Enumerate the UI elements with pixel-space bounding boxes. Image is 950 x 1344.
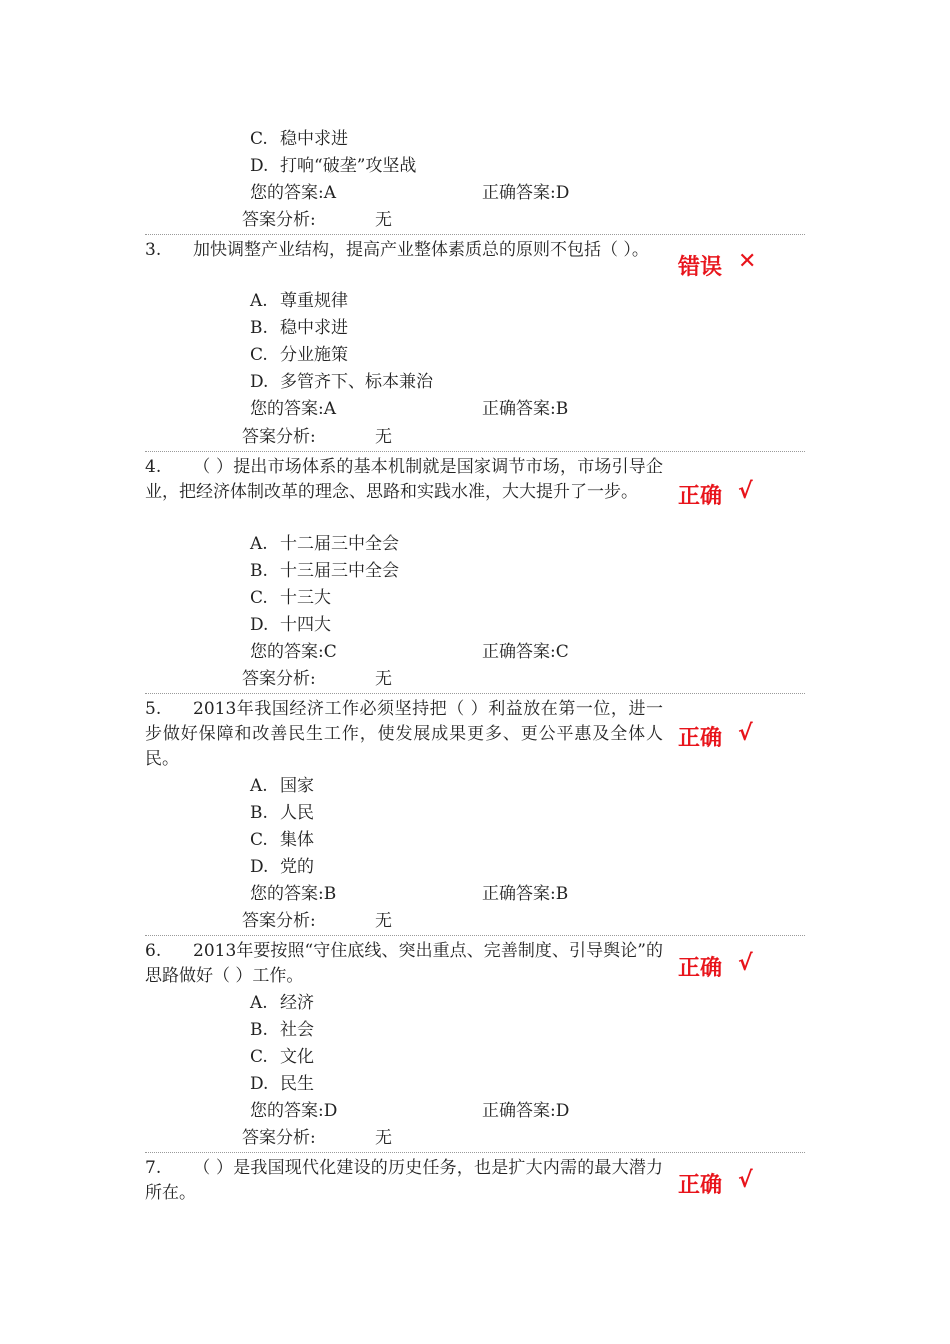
option-c [250, 1044, 314, 1071]
question-text: （ ）提出市场体系的基本机制就是国家调节市场，市场引导企业，把经济体制改革的理念、思路和实践水准，大大提升了一步。 [145, 457, 663, 502]
analysis-label: 答案分析: [242, 1128, 316, 1148]
option-letter: C. [250, 830, 268, 850]
your-answer-value: A [323, 399, 337, 419]
correct-answer [482, 396, 568, 423]
correct-answer-label: 正确答案: [482, 642, 556, 662]
analysis-label: 答案分析: [242, 427, 316, 447]
correct-answer-label: 正确答案: [482, 884, 556, 904]
option-text: 国家 [280, 776, 314, 796]
analysis-value: 无 [375, 669, 392, 689]
option-text: 稳中求进 [280, 129, 348, 149]
your-answer-label: 您的答案: [250, 1101, 324, 1121]
question-stem [145, 238, 663, 263]
result-status: 错误 [678, 255, 723, 280]
check-icon: √ [738, 479, 753, 504]
option-text: 打响“破垄”攻坚战 [280, 156, 417, 176]
question-text: 2013年要按照“守住底线、突出重点、完善制度、引导舆论”的思路做好（ ）工作。 [145, 941, 663, 986]
answer-analysis [242, 908, 392, 935]
result-status: 正确 [678, 956, 723, 981]
option-c [250, 126, 348, 153]
option-a [250, 773, 314, 800]
option-text: 民生 [280, 1074, 314, 1094]
your-answer-value: C [323, 642, 337, 662]
your-answer-label: 您的答案: [250, 642, 324, 662]
option-letter: A. [250, 776, 268, 796]
option-b [250, 1017, 314, 1044]
check-icon: √ [738, 951, 753, 976]
correct-answer-label: 正确答案: [482, 183, 556, 203]
option-text: 多管齐下、标本兼治 [280, 372, 433, 392]
question-text: 2013年我国经济工作必须坚持把（ ）利益放在第一位，进一步做好保障和改善民生工作，使发展成果更多、更公平惠及全体人民。 [145, 699, 663, 769]
analysis-label: 答案分析: [242, 669, 316, 689]
option-letter: D. [250, 615, 269, 635]
question-number: 3. [145, 240, 162, 260]
question-stem [145, 697, 663, 772]
correct-answer-value: B [555, 884, 569, 904]
option-letter: A. [250, 291, 268, 311]
option-c [250, 342, 348, 369]
option-letter: A. [250, 993, 268, 1013]
correct-answer-label: 正确答案: [482, 399, 556, 419]
question-number: 6. [145, 941, 162, 961]
option-a [250, 531, 399, 558]
question-number: 5. [145, 699, 162, 719]
your-answer [250, 180, 336, 207]
correct-answer [482, 1098, 569, 1125]
option-letter: C. [250, 588, 268, 608]
option-letter: B. [250, 1020, 268, 1040]
option-text: 尊重规律 [280, 291, 348, 311]
question-stem [145, 1156, 663, 1206]
question-divider [145, 451, 805, 452]
result-status: 正确 [678, 726, 723, 751]
correct-answer [482, 881, 568, 908]
your-answer [250, 639, 337, 666]
your-answer [250, 881, 336, 908]
analysis-value: 无 [375, 427, 392, 447]
your-answer-label: 您的答案: [250, 884, 324, 904]
your-answer-value: D [323, 1101, 338, 1121]
option-b [250, 800, 314, 827]
correct-answer-value: D [555, 183, 570, 203]
your-answer-value: B [323, 884, 337, 904]
option-a [250, 990, 314, 1017]
option-text: 十三届三中全会 [280, 561, 399, 581]
check-icon: √ [738, 1168, 753, 1193]
analysis-value: 无 [375, 210, 392, 230]
option-c [250, 585, 331, 612]
your-answer-value: A [323, 183, 337, 203]
option-c [250, 827, 314, 854]
question-number: 7. [145, 1158, 162, 1178]
option-letter: C. [250, 129, 268, 149]
question-divider [145, 234, 805, 235]
correct-answer [482, 639, 569, 666]
option-text: 分业施策 [280, 345, 348, 365]
correct-answer [482, 180, 569, 207]
option-text: 党的 [280, 857, 314, 877]
option-d [250, 854, 314, 881]
answer-analysis [242, 666, 392, 693]
analysis-value: 无 [375, 911, 392, 931]
question-divider [145, 1152, 805, 1153]
option-letter: A. [250, 534, 268, 554]
option-letter: C. [250, 345, 268, 365]
option-letter: C. [250, 1047, 268, 1067]
option-b [250, 315, 348, 342]
option-d [250, 612, 331, 639]
your-answer-label: 您的答案: [250, 399, 324, 419]
answer-analysis [242, 424, 392, 451]
question-divider [145, 693, 805, 694]
option-d [250, 153, 416, 180]
option-letter: D. [250, 857, 269, 877]
analysis-value: 无 [375, 1128, 392, 1148]
correct-answer-value: D [555, 1101, 570, 1121]
option-text: 文化 [280, 1047, 314, 1067]
question-stem [145, 939, 663, 989]
analysis-label: 答案分析: [242, 911, 316, 931]
question-number: 4. [145, 457, 162, 477]
result-status: 正确 [678, 1173, 723, 1198]
analysis-label: 答案分析: [242, 210, 316, 230]
correct-answer-label: 正确答案: [482, 1101, 556, 1121]
option-a [250, 288, 348, 315]
check-icon: √ [738, 721, 753, 746]
your-answer-label: 您的答案: [250, 183, 324, 203]
option-letter: D. [250, 372, 269, 392]
your-answer [250, 396, 336, 423]
option-letter: B. [250, 561, 268, 581]
option-text: 社会 [280, 1020, 314, 1040]
correct-answer-value: C [555, 642, 569, 662]
answer-analysis [242, 207, 392, 234]
option-text: 人民 [280, 803, 314, 823]
question-stem [145, 455, 663, 505]
correct-answer-value: B [555, 399, 569, 419]
answer-analysis [242, 1125, 392, 1152]
option-b [250, 558, 399, 585]
option-letter: B. [250, 803, 268, 823]
question-text: 加快调整产业结构，提高产业整体素质总的原则不包括（ ）。 [193, 240, 649, 260]
option-letter: D. [250, 1074, 269, 1094]
option-text: 十二届三中全会 [280, 534, 399, 554]
option-text: 十三大 [280, 588, 331, 608]
result-status: 正确 [678, 484, 723, 509]
wrong-icon: ✕ [738, 249, 757, 274]
option-text: 集体 [280, 830, 314, 850]
question-text: （ ）是我国现代化建设的历史任务，也是扩大内需的最大潜力所在。 [145, 1158, 663, 1203]
option-letter: D. [250, 156, 269, 176]
option-d [250, 1071, 314, 1098]
option-text: 稳中求进 [280, 318, 348, 338]
option-letter: B. [250, 318, 268, 338]
option-d [250, 369, 433, 396]
option-text: 十四大 [280, 615, 331, 635]
question-divider [145, 935, 805, 936]
option-text: 经济 [280, 993, 314, 1013]
your-answer [250, 1098, 337, 1125]
